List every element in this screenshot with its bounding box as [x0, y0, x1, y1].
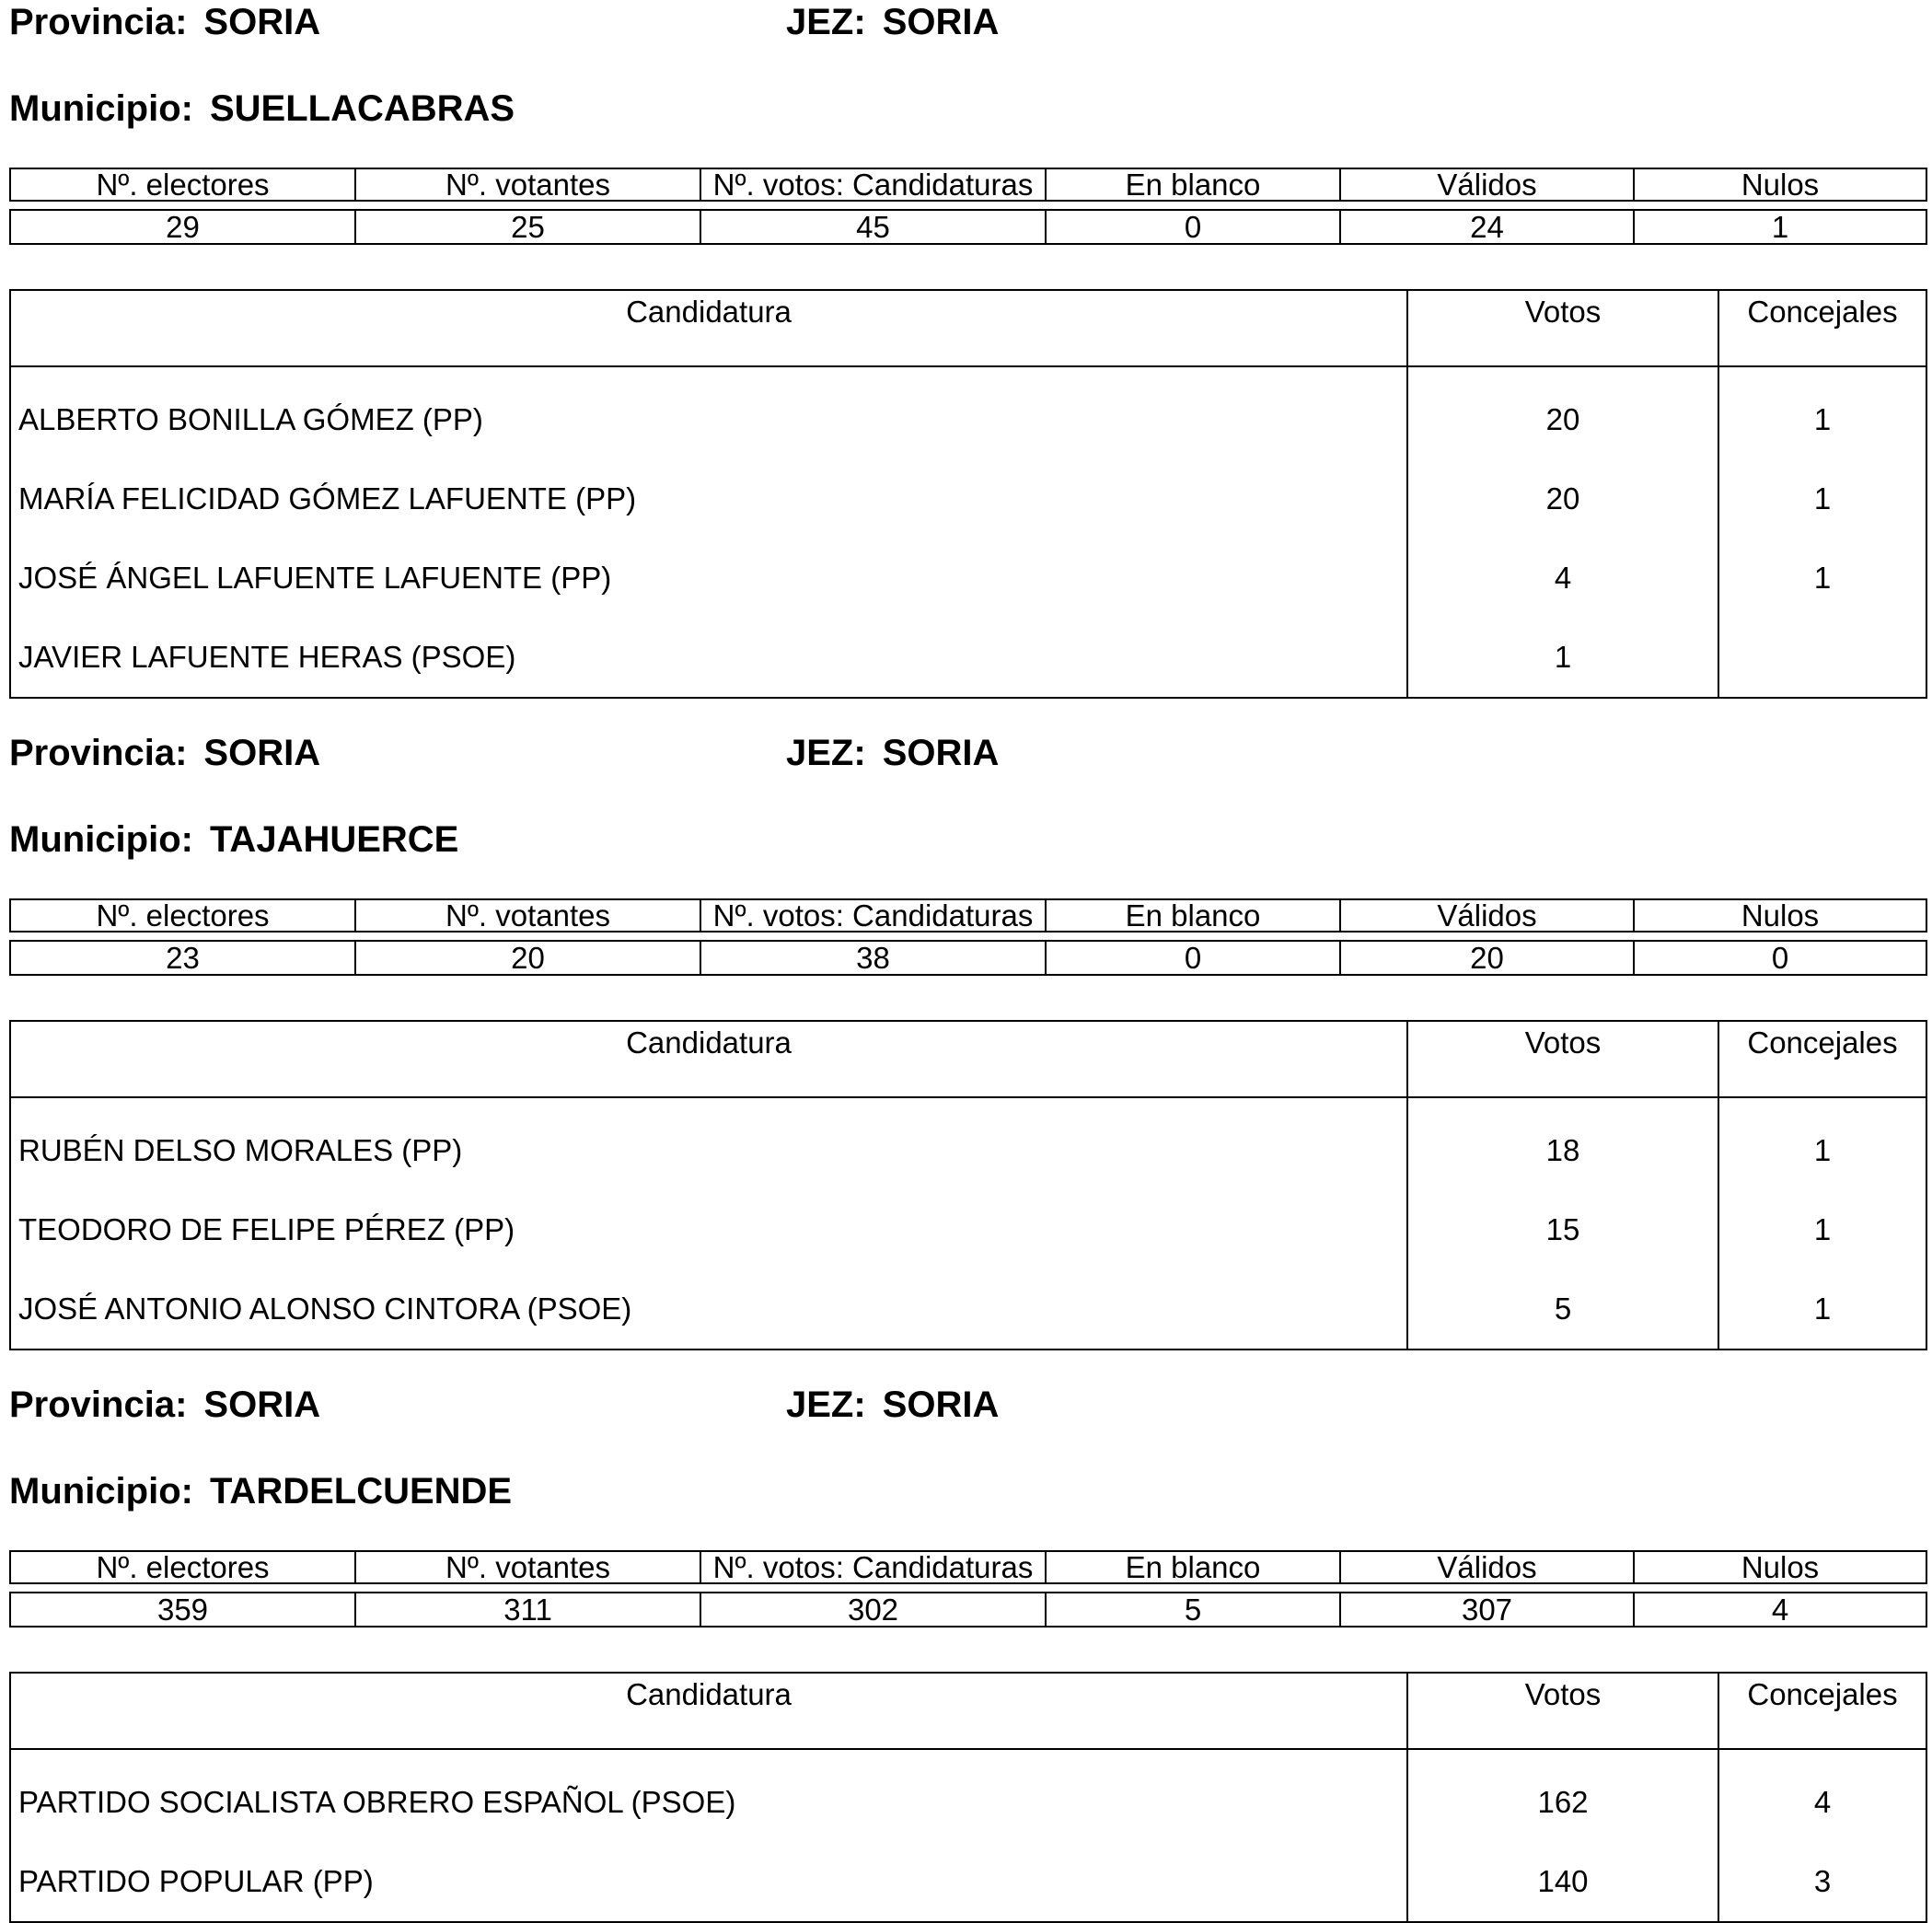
candidates-table: [9, 1020, 1927, 1350]
candidate-row: PARTIDO POPULAR (PP) 140 3: [10, 1842, 1926, 1922]
candidate-row: JAVIER LAFUENTE HERAS (PSOE) 1: [10, 618, 1926, 698]
stats-table: [9, 1550, 1927, 1628]
candidates-header-row: Candidatura Votos Concejales: [10, 290, 1926, 366]
provincia-header: Provincia: SORIA: [9, 1384, 321, 1425]
candidates-table: [9, 289, 1927, 699]
candidate-row: MARÍA FELICIDAD GÓMEZ LAFUENTE (PP) 20 1: [10, 459, 1926, 539]
candidates-table: [9, 1672, 1927, 1923]
stats-header-row: Nº. electores Nº. votantes Nº. votos: Candidaturas En blanco Válidos Nulos: [10, 899, 1926, 932]
stats-values-row: 359 311 302 5 307 4: [10, 1593, 1926, 1627]
provincia-header: Provincia: SORIA: [9, 733, 321, 773]
stats-table: [9, 168, 1927, 245]
stats-values-row: 23 20 38 0 20 0: [10, 941, 1926, 975]
candidate-row: RUBÉN DELSO MORALES (PP) 18 1: [10, 1097, 1926, 1190]
municipio-header: Municipio: TARDELCUENDE: [9, 1471, 513, 1512]
stats-header-row: Nº. electores Nº. votantes Nº. votos: Candidaturas En blanco Válidos Nulos: [10, 168, 1926, 201]
candidate-row: PARTIDO SOCIALISTA OBRERO ESPAÑOL (PSOE) 162 4: [10, 1749, 1926, 1842]
candidate-row: TEODORO DE FELIPE PÉREZ (PP) 15 1: [10, 1190, 1926, 1269]
stats-values-row: 29 25 45 0 24 1: [10, 210, 1926, 244]
provincia-header: Provincia: SORIA: [9, 2, 321, 42]
candidates-header-row: Candidatura Votos Concejales: [10, 1021, 1926, 1097]
stats-table: [9, 898, 1927, 976]
candidate-row: JOSÉ ANTONIO ALONSO CINTORA (PSOE) 5 1: [10, 1269, 1926, 1350]
municipio-header: Municipio: SUELLACABRAS: [9, 88, 515, 129]
candidates-header-row: Candidatura Votos Concejales: [10, 1673, 1926, 1749]
municipio-header: Municipio: TAJAHUERCE: [9, 819, 459, 860]
jez-header: JEZ: SORIA: [786, 2, 1000, 42]
candidate-row: JOSÉ ÁNGEL LAFUENTE LAFUENTE (PP) 4 1: [10, 539, 1926, 618]
jez-header: JEZ: SORIA: [786, 733, 1000, 773]
stats-header-row: Nº. electores Nº. votantes Nº. votos: Candidaturas En blanco Válidos Nulos: [10, 1551, 1926, 1583]
jez-header: JEZ: SORIA: [786, 1384, 1000, 1425]
candidate-row: ALBERTO BONILLA GÓMEZ (PP) 20 1: [10, 366, 1926, 459]
